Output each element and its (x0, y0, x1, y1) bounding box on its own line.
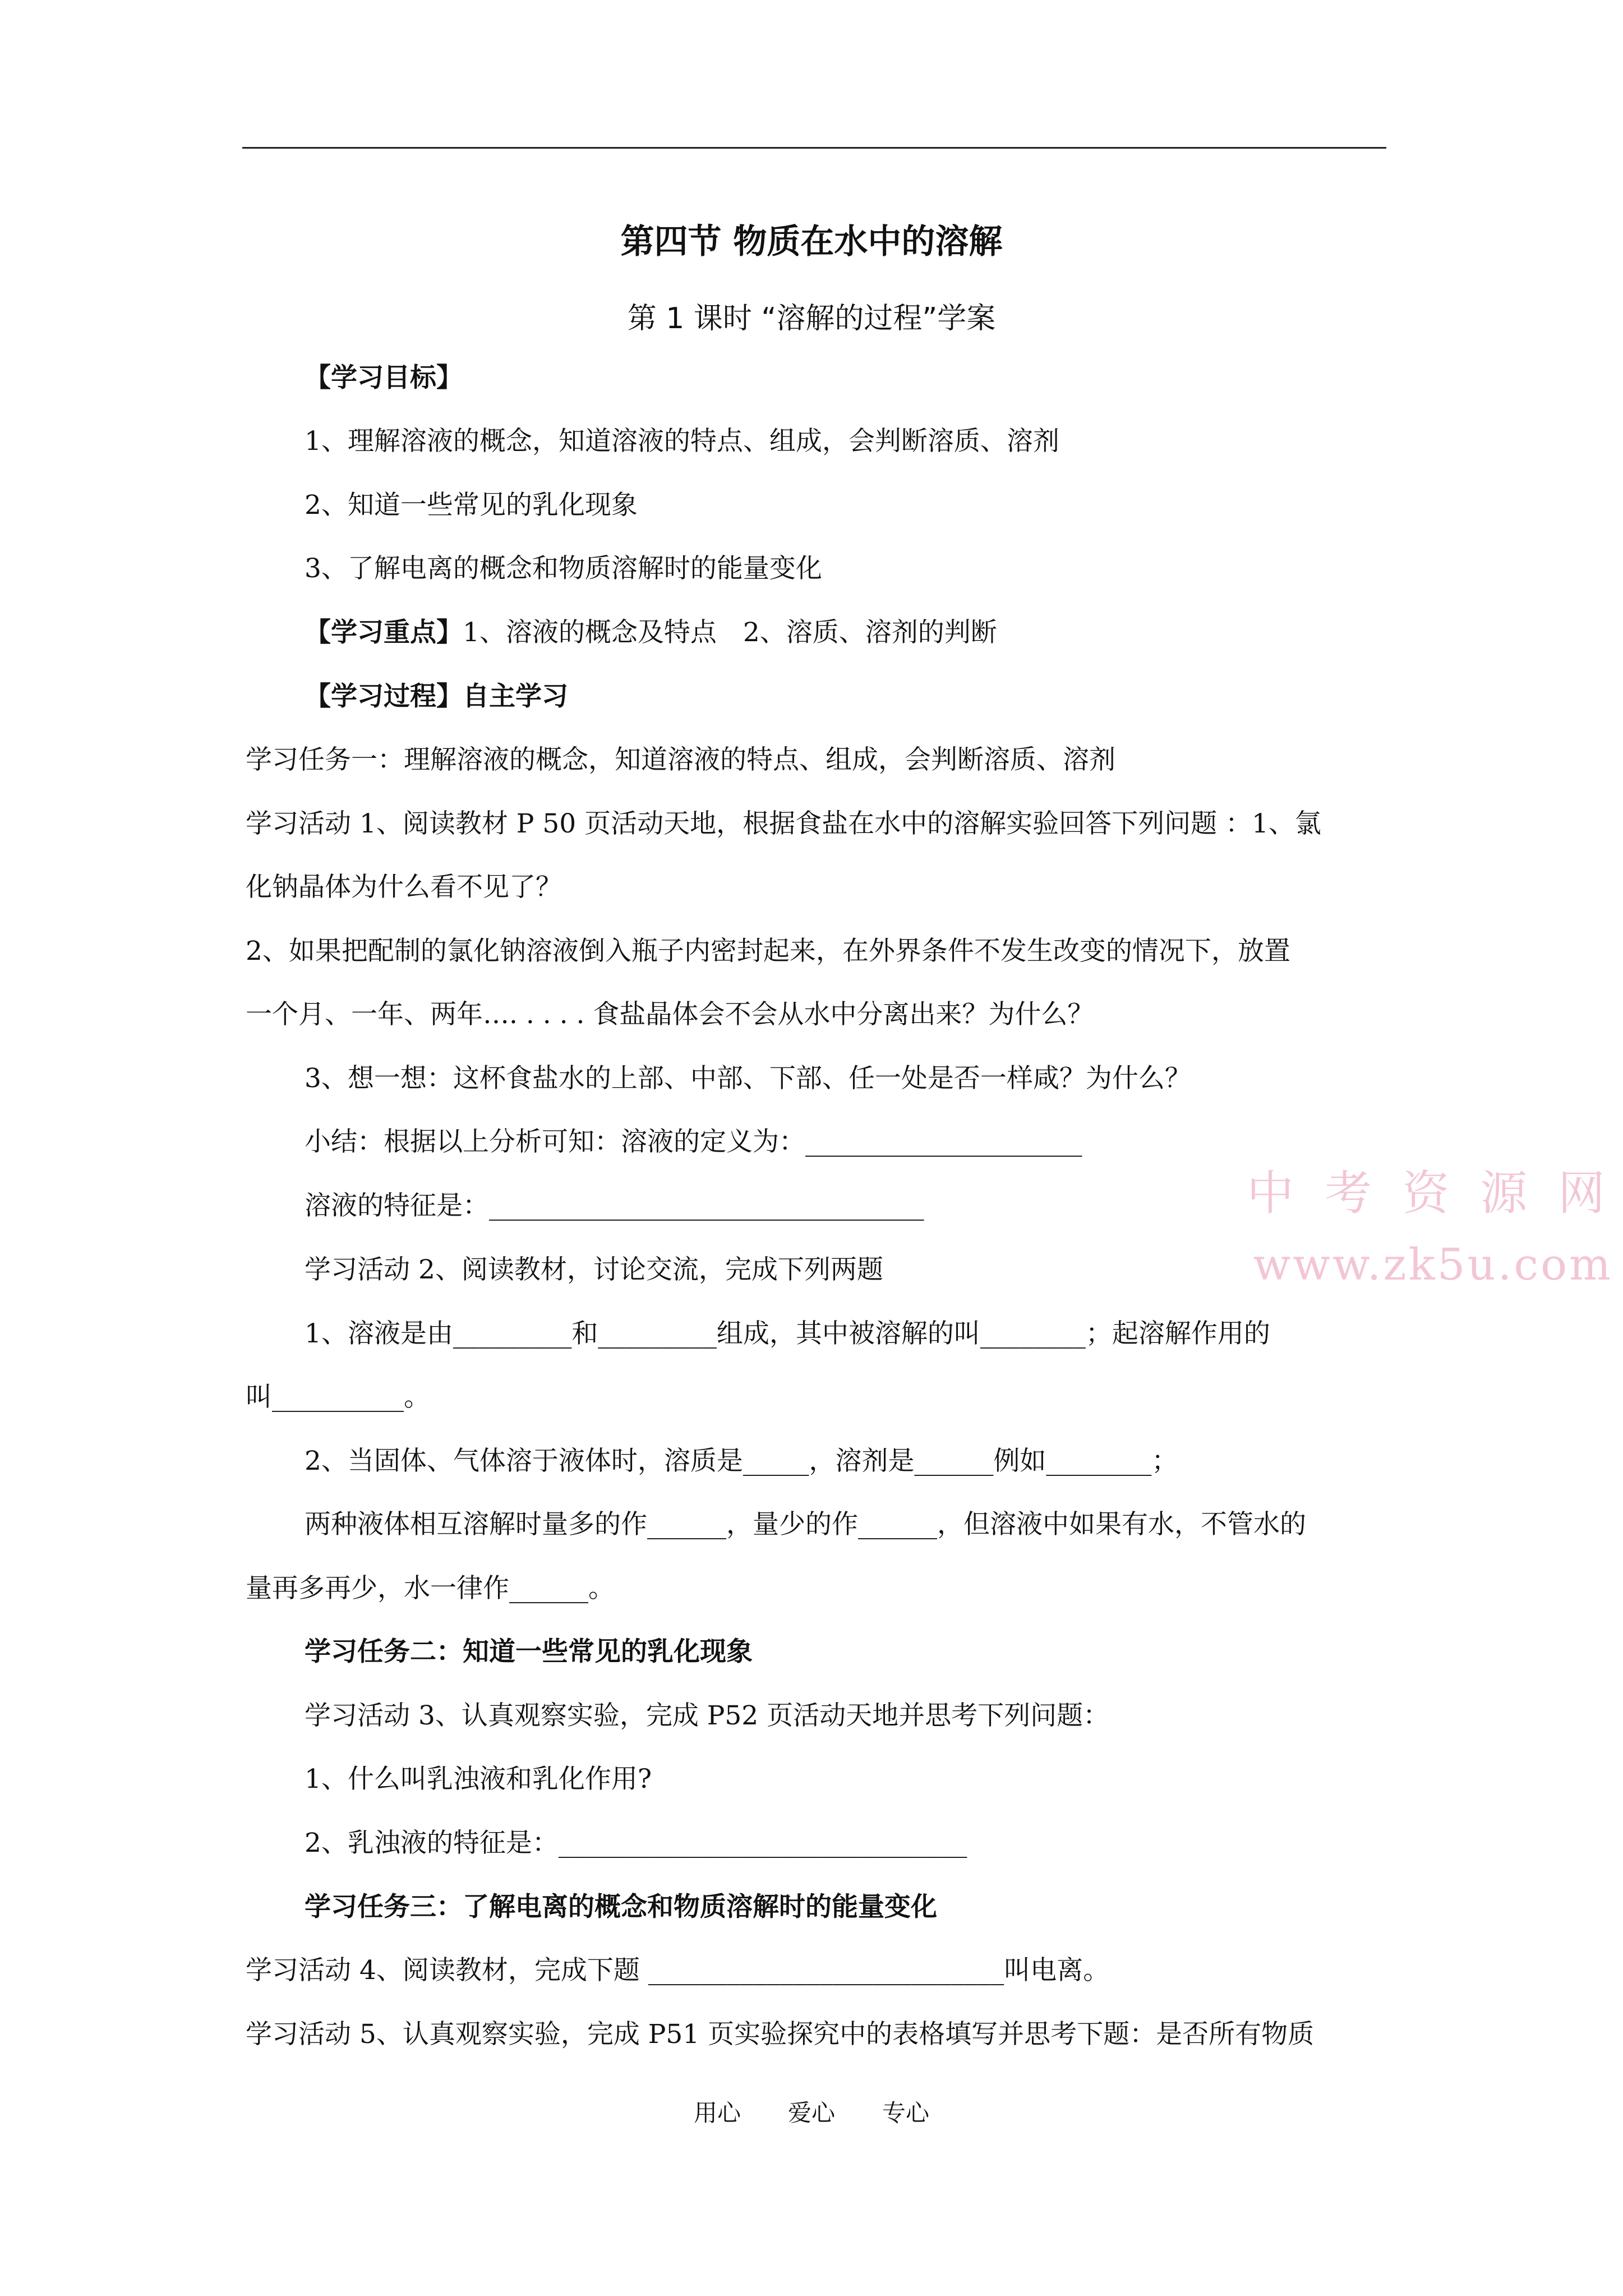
activity5: 学习活动 5、认真观察实验，完成 P51 页实验探究中的表格填写并思考下题：是否所有物质 (246, 2019, 1315, 2050)
objective-item-3: 3、了解电离的概念和物质溶解时的能量变化 (305, 553, 822, 584)
fill1-line1: 1、溶液是由_________和_________组成，其中被溶解的叫________；起溶解作用的 (305, 1318, 1270, 1349)
activity3: 学习活动 3、认真观察实验，完成 P52 页活动天地并思考下列问题： (305, 1700, 1110, 1731)
objective-item-1: 1、理解溶液的概念，知道溶液的特点、组成，会判断溶质、溶剂 (305, 426, 1059, 457)
objective-item-2: 2、知道一些常见的乳化现象 (305, 490, 638, 521)
page-footer: 用心 爱心 专心 (693, 2099, 929, 2127)
question2-line1: 2、如果把配制的氯化钠溶液倒入瓶子内密封起来，在外界条件不发生改变的情况下，放置 (246, 936, 1290, 967)
task1-title: 学习任务一：理解溶液的概念，知道溶液的特点、组成，会判断溶质、溶剂 (246, 744, 1115, 775)
watermark-url: www.zk5u.com (1253, 1240, 1613, 1290)
fill2: 2、当固体、气体溶于液体时，溶质是_____，溶剂是______例如________； (305, 1446, 1178, 1476)
task2-question2: 2、乳浊液的特征是：_______________________________ (305, 1828, 967, 1858)
page-title: 第四节 物质在水中的溶解 (620, 222, 1003, 261)
activity4: 学习活动 4、阅读教材，完成下题 ___________________________叫电离。 (246, 1955, 1110, 1986)
key-points-line (305, 617, 997, 648)
question3: 3、想一想：这杯食盐水的上部、中部、下部、任一处是否一样咸？为什么？ (305, 1063, 1191, 1094)
question2-line2: 一个月、一年、两年…. . . . . 食盐晶体会不会从水中分离出来？为什么？ (246, 999, 1094, 1030)
objectives-heading: 【学习目标】 (305, 362, 463, 393)
watermark-text: 中 考 资 源 网 (1247, 1166, 1613, 1221)
key-points-heading: 【学习重点】 (305, 617, 463, 648)
summary-definition: 小结：根据以上分析可知：溶液的定义为：_____________________ (305, 1126, 1082, 1157)
activity1-line2: 化钠晶体为什么看不见了？ (246, 872, 562, 903)
task3-title: 学习任务三：了解电离的概念和物质溶解时的能量变化 (305, 1892, 937, 1922)
task2-title: 学习任务二：知道一些常见的乳化现象 (305, 1636, 753, 1667)
key-points-text: 1、溶液的概念及特点 2、溶质、溶剂的判断 (463, 617, 997, 648)
activity1-line1: 学习活动 1、阅读教材 P 50 页活动天地，根据食盐在水中的溶解实验回答下列问题 ：1、氯 (246, 808, 1321, 839)
header-rule (242, 147, 1386, 149)
process-heading: 【学习过程】自主学习 (305, 681, 568, 712)
solution-feature: 溶液的特征是：_________________________________ (305, 1190, 924, 1221)
fill3-line2: 量再多再少，水一律作______。 (246, 1573, 615, 1604)
fill1-line2: 叫__________。 (246, 1382, 430, 1412)
task2-question1: 1、什么叫乳浊液和乳化作用? (305, 1764, 652, 1795)
fill3-line1: 两种液体相互溶解时量多的作______，量少的作______，但溶液中如果有水，不管水的 (305, 1509, 1306, 1540)
activity2: 学习活动 2、阅读教材，讨论交流，完成下列两题 (305, 1254, 883, 1285)
page-subtitle: 第 1 课时 “溶解的过程”学案 (627, 302, 996, 335)
